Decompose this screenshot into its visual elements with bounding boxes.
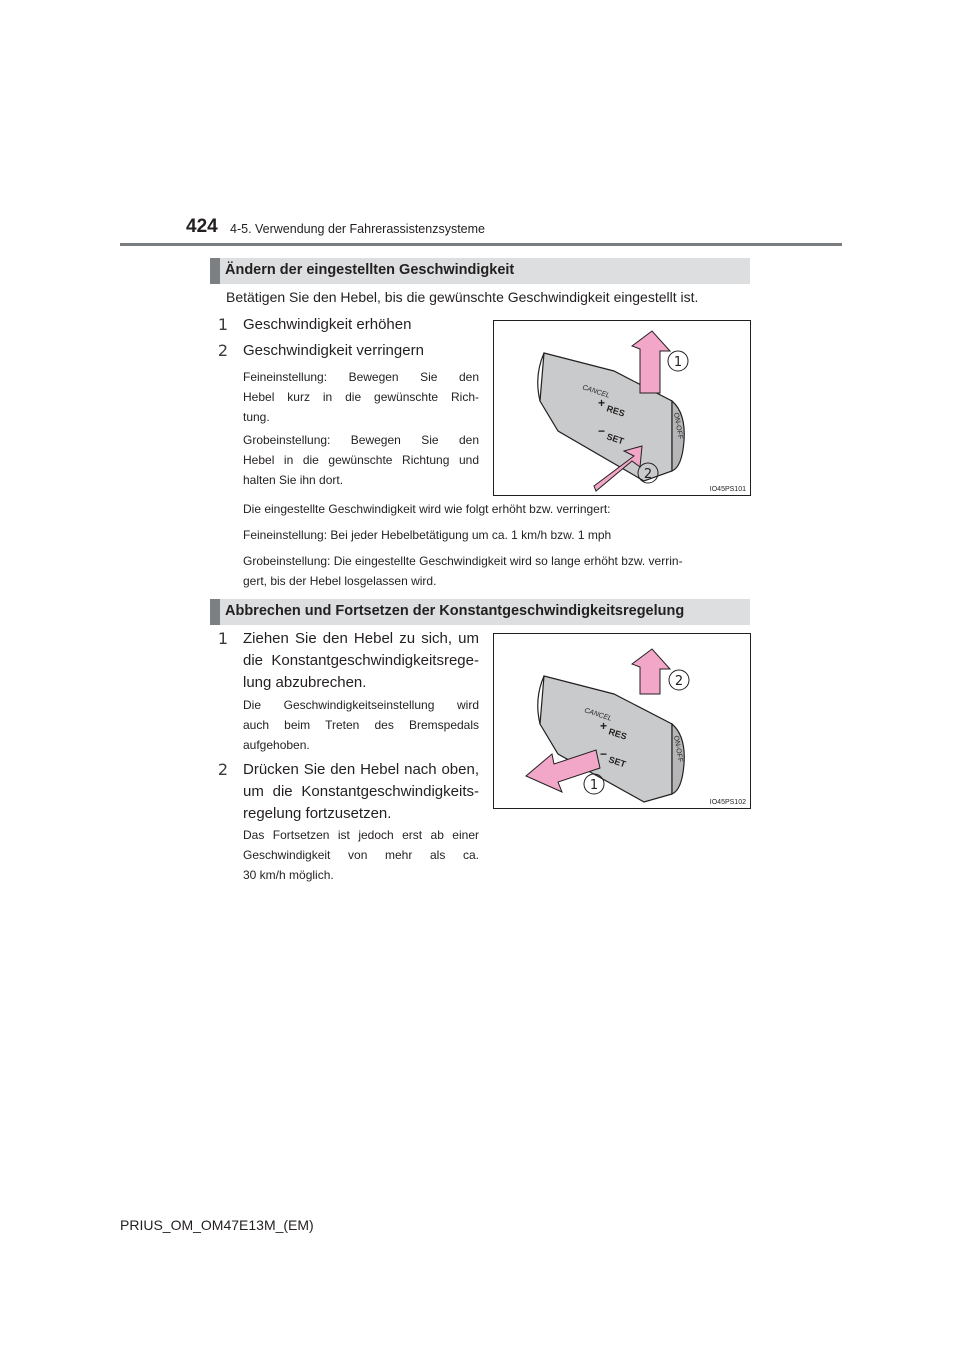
callout-1: 1 bbox=[589, 778, 599, 793]
step-text: Geschwindigkeit verringern bbox=[243, 342, 424, 359]
note-line: Hebel kurz in die gewünschte Rich- bbox=[243, 390, 479, 404]
figure-lever-cancel bbox=[493, 633, 751, 809]
step-line: die Konstantgeschwindigkeitsrege- bbox=[243, 652, 479, 669]
note-line: Hebel in die gewünschte Richtung und bbox=[243, 453, 479, 467]
step-resume bbox=[243, 759, 479, 825]
lever-cancel-label: CANCEL bbox=[581, 384, 611, 400]
lever-plus: + bbox=[600, 719, 608, 733]
note-line: tung. bbox=[243, 410, 270, 424]
lever-onoff-label: ON-OFF bbox=[672, 412, 684, 440]
section-heading-cancel-resume bbox=[210, 599, 750, 625]
explain-line: Die eingestellte Geschwindigkeit wird wie folgt erhöht bzw. verringert: bbox=[243, 502, 611, 516]
note-resume bbox=[243, 825, 479, 885]
section-bar bbox=[210, 599, 220, 625]
explain-line: gert, bis der Hebel losgelassen wird. bbox=[243, 574, 437, 588]
note-line: Die Geschwindigkeitseinstellung wird bbox=[243, 698, 479, 712]
section-heading-change-speed bbox=[210, 258, 750, 284]
callout-2: 2 bbox=[674, 674, 684, 689]
lever-set-label: SET bbox=[605, 431, 626, 447]
figure-lever-speed bbox=[493, 320, 751, 496]
step-number: 2 bbox=[217, 760, 229, 779]
callout-2: 2 bbox=[643, 467, 653, 482]
step-line: Ziehen Sie den Hebel zu sich, um bbox=[243, 630, 479, 647]
step-line: um die Konstantgeschwindigkeits- bbox=[243, 783, 479, 800]
lever-plus: + bbox=[598, 396, 606, 410]
document-id: PRIUS_OM_OM47E13M_(EM) bbox=[120, 1217, 314, 1233]
note-line: aufgehoben. bbox=[243, 738, 310, 752]
lever-cancel-label: CANCEL bbox=[583, 707, 613, 723]
lever-illustration bbox=[494, 321, 750, 495]
figure-code: IO45PS101 bbox=[709, 486, 746, 493]
section-heading-text: Ändern der eingestellten Geschwindigkeit bbox=[225, 262, 515, 278]
note-line: Geschwindigkeit von mehr als ca. bbox=[243, 848, 479, 862]
lever-res-label: RES bbox=[605, 403, 627, 419]
note-line: 30 km/h möglich. bbox=[243, 868, 334, 882]
header-rule bbox=[120, 243, 842, 246]
step-number: 1 bbox=[217, 629, 229, 648]
callout-1: 1 bbox=[673, 355, 683, 370]
note-coarse bbox=[243, 430, 479, 490]
note-line: auch beim Treten des Bremspedals bbox=[243, 718, 479, 732]
step-line: Drücken Sie den Hebel nach oben, bbox=[243, 761, 479, 778]
page-number: 424 bbox=[186, 216, 218, 237]
step-number: 2 bbox=[217, 341, 229, 360]
note-line: Das Fortsetzen ist jedoch erst ab einer bbox=[243, 828, 479, 842]
lever-minus: − bbox=[598, 424, 606, 438]
lever-minus: − bbox=[600, 747, 608, 761]
note-cancel bbox=[243, 695, 479, 755]
explain-line: Grobeinstellung: Die eingestellte Geschwindigkeit wird so lange erhöht bzw. verrin- bbox=[243, 554, 683, 568]
section-intro: Betätigen Sie den Hebel, bis die gewünschte Geschwindigkeit eingestellt ist. bbox=[226, 289, 699, 305]
figure-code: IO45PS102 bbox=[709, 799, 746, 806]
step-text: Geschwindigkeit erhöhen bbox=[243, 316, 412, 333]
note-line: Feineinstellung: Bewegen Sie den bbox=[243, 370, 479, 384]
step-line: lung abzubrechen. bbox=[243, 674, 367, 691]
explain-line: Feineinstellung: Bei jeder Hebelbetätigung um ca. 1 km/h bzw. 1 mph bbox=[243, 528, 612, 542]
note-line: Grobeinstellung: Bewegen Sie den bbox=[243, 433, 479, 447]
lever-illustration bbox=[494, 634, 750, 808]
step-cancel bbox=[243, 628, 479, 694]
step-line: regelung fortzusetzen. bbox=[243, 805, 392, 822]
note-line: halten Sie ihn dort. bbox=[243, 473, 344, 487]
note-fine bbox=[243, 367, 479, 427]
lever-res-label: RES bbox=[607, 726, 629, 742]
step-number: 1 bbox=[217, 315, 229, 334]
chapter-title: 4-5. Verwendung der Fahrerassistenzsysteme bbox=[230, 222, 485, 236]
explanation bbox=[243, 499, 749, 591]
section-heading-text: Abbrechen und Fortsetzen der Konstantgeschwindigkeitsregelung bbox=[225, 603, 685, 619]
lever-set-label: SET bbox=[607, 754, 628, 770]
lever-onoff-label: ON-OFF bbox=[672, 735, 684, 763]
section-bar bbox=[210, 258, 220, 284]
